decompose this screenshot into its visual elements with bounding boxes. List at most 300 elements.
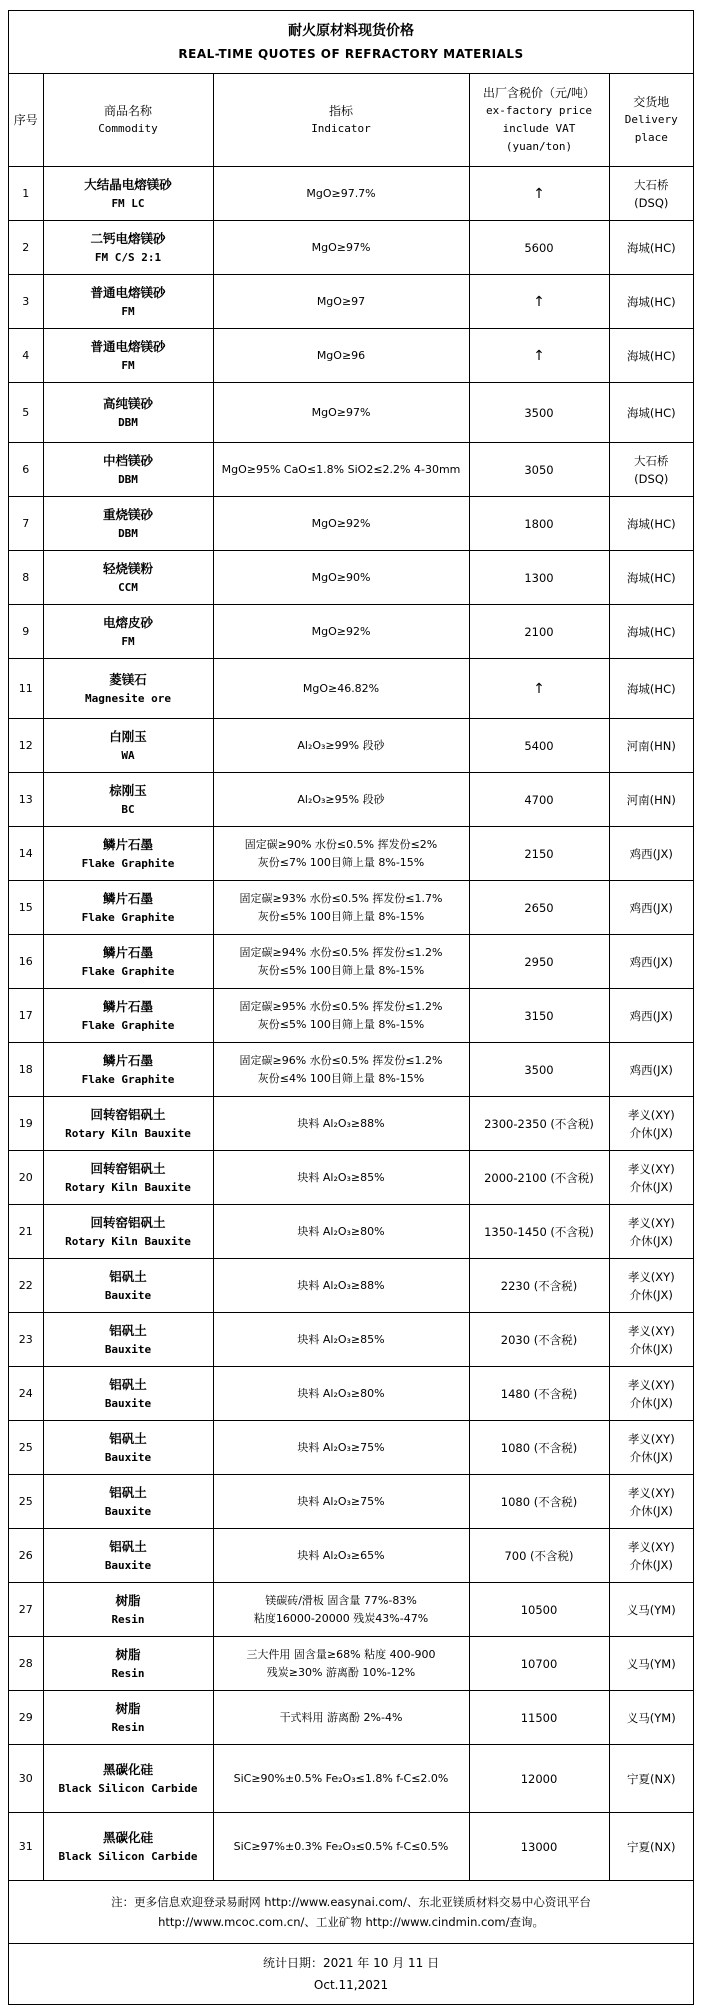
- commodity-name-cn: 铝矾土: [109, 1484, 147, 1500]
- commodity-name-en: Bauxite: [104, 1504, 152, 1518]
- delivery-place-cell: [609, 719, 693, 773]
- price-cell: 2950: [469, 935, 609, 989]
- delivery-place-cell: [609, 1205, 693, 1259]
- indicator-line-1: MgO≥97%: [311, 405, 371, 419]
- delivery-place-line-2: 介休(JX): [629, 1395, 673, 1410]
- indicator-cell: [213, 551, 469, 605]
- delivery-place-line-1: 孝义(XY): [627, 1431, 675, 1446]
- commodity-cell: [43, 1475, 213, 1529]
- row-index: 24: [9, 1367, 43, 1421]
- delivery-place-line-1: 义马(YM): [626, 1602, 676, 1617]
- indicator-line-1: 固定碳≥90% 水份≤0.5% 挥发份≤2%: [244, 837, 438, 851]
- row-index: 6: [9, 443, 43, 497]
- row-index: 16: [9, 935, 43, 989]
- commodity-name-cn: 回转窑铝矾土: [90, 1106, 166, 1122]
- indicator-line-1: SiC≥97%±0.3% Fe₂O₃≤0.5% f-C≤0.5%: [233, 1839, 449, 1853]
- commodity-name-en: FM: [121, 634, 135, 648]
- table-row: [9, 1813, 693, 1881]
- row-index: 12: [9, 719, 43, 773]
- indicator-line-2: 灰份≤7% 100目筛上量 8%-15%: [257, 855, 425, 869]
- table-row: [9, 221, 693, 275]
- indicator-cell: [213, 1421, 469, 1475]
- commodity-cell: [43, 1421, 213, 1475]
- commodity-name-cn: 树脂: [115, 1592, 141, 1608]
- commodity-cell: [43, 1691, 213, 1745]
- row-index: 25: [9, 1421, 43, 1475]
- title-en: REAL-TIME QUOTES OF REFRACTORY MATERIALS: [178, 47, 524, 61]
- commodity-cell: [43, 167, 213, 221]
- row-index: 17: [9, 989, 43, 1043]
- price-cell: 700 (不含税): [469, 1529, 609, 1583]
- delivery-place-line-2: 介休(JX): [629, 1557, 673, 1572]
- commodity-name-cn: 回转窑铝矾土: [90, 1214, 166, 1230]
- delivery-place-cell: [609, 1637, 693, 1691]
- indicator-line-1: MgO≥90%: [311, 570, 371, 584]
- price-cell: 1080 (不含税): [469, 1421, 609, 1475]
- indicator-line-2: 灰份≤5% 100目筛上量 8%-15%: [257, 909, 425, 923]
- price-cell: 3500: [469, 383, 609, 443]
- row-index: 21: [9, 1205, 43, 1259]
- commodity-cell: [43, 383, 213, 443]
- indicator-line-1: 固定碳≥94% 水份≤0.5% 挥发份≤1.2%: [239, 945, 443, 959]
- price-cell: 1480 (不含税): [469, 1367, 609, 1421]
- commodity-name-en: Resin: [111, 1720, 145, 1734]
- price-cell: 12000: [469, 1745, 609, 1813]
- table-row: [9, 1043, 693, 1097]
- commodity-name-en: DBM: [118, 415, 138, 429]
- table-row: [9, 1097, 693, 1151]
- commodity-cell: [43, 275, 213, 329]
- delivery-place-line-1: 宁夏(NX): [627, 1839, 676, 1854]
- row-index: 18: [9, 1043, 43, 1097]
- price-cell: 3150: [469, 989, 609, 1043]
- indicator-cell: [213, 659, 469, 719]
- commodity-name-cn: 鳞片石墨: [102, 998, 153, 1014]
- price-cell: 3050: [469, 443, 609, 497]
- indicator-line-2: 灰份≤4% 100目筛上量 8%-15%: [257, 1071, 425, 1085]
- indicator-line-1: 块料 Al₂O₃≥75%: [297, 1494, 385, 1508]
- delivery-place-line-2: 介休(JX): [629, 1179, 673, 1194]
- commodity-name-cn: 普通电熔镁砂: [90, 284, 166, 300]
- commodity-cell: [43, 1151, 213, 1205]
- delivery-place-line-1: 鸡西(JX): [629, 1008, 673, 1023]
- price-cell: 2650: [469, 881, 609, 935]
- indicator-cell: [213, 1475, 469, 1529]
- indicator-cell: [213, 605, 469, 659]
- indicator-cell: [213, 1151, 469, 1205]
- delivery-place-cell: [609, 773, 693, 827]
- date-en: Oct.11,2021: [313, 1978, 389, 1992]
- commodity-name-en: FM: [121, 304, 135, 318]
- delivery-place-line-2: (DSQ): [634, 471, 669, 486]
- commodity-name-cn: 回转窑铝矾土: [90, 1160, 166, 1176]
- delivery-place-line-1: 孝义(XY): [627, 1539, 675, 1554]
- row-index: 11: [9, 659, 43, 719]
- commodity-name-cn: 铝矾土: [109, 1322, 147, 1338]
- row-index: 26: [9, 1529, 43, 1583]
- commodity-name-en: CCM: [118, 580, 138, 594]
- commodity-name-en: Rotary Kiln Bauxite: [65, 1180, 191, 1194]
- indicator-cell: [213, 275, 469, 329]
- delivery-place-line-2: 介休(JX): [629, 1233, 673, 1248]
- delivery-place-line-2: 介休(JX): [629, 1341, 673, 1356]
- indicator-cell: [213, 1205, 469, 1259]
- delivery-place-line-1: 海城(HC): [626, 348, 676, 363]
- indicator-cell: [213, 167, 469, 221]
- delivery-place-cell: [609, 1583, 693, 1637]
- price-sheet: [8, 10, 694, 2005]
- header-row: [9, 74, 693, 167]
- delivery-place-line-1: 孝义(XY): [627, 1485, 675, 1500]
- price-cell: 2100: [469, 605, 609, 659]
- header-place: 交货地 Delivery place: [609, 74, 693, 167]
- commodity-name-cn: 铝矾土: [109, 1376, 147, 1392]
- date-row: [9, 1944, 693, 2005]
- row-index: 29: [9, 1691, 43, 1745]
- price-cell: 10700: [469, 1637, 609, 1691]
- delivery-place-cell: [609, 1259, 693, 1313]
- note-line-1: 注：更多信息欢迎登录易耐网 http://www.easynai.com/、东北亚镁质材料交易中心资讯平台: [111, 1895, 591, 1909]
- row-index: 20: [9, 1151, 43, 1205]
- delivery-place-cell: [609, 551, 693, 605]
- indicator-line-1: SiC≥90%±0.5% Fe₂O₃≤1.8% f-C≤2.0%: [233, 1771, 449, 1785]
- row-index: 22: [9, 1259, 43, 1313]
- title-cell: [9, 11, 693, 74]
- indicator-cell: [213, 1813, 469, 1881]
- indicator-line-1: 块料 Al₂O₃≥88%: [297, 1278, 385, 1292]
- table-row: [9, 1313, 693, 1367]
- row-index: 30: [9, 1745, 43, 1813]
- delivery-place-line-1: 大石桥: [634, 453, 669, 468]
- commodity-cell: [43, 935, 213, 989]
- commodity-cell: [43, 989, 213, 1043]
- table-row: [9, 1205, 693, 1259]
- indicator-line-2: 粘度16000-20000 残炭43%-47%: [253, 1611, 429, 1625]
- indicator-cell: [213, 1637, 469, 1691]
- date-cn: 统计日期：2021 年 10 月 11 日: [262, 1956, 440, 1970]
- commodity-name-cn: 铝矾土: [109, 1268, 147, 1284]
- delivery-place-cell: [609, 275, 693, 329]
- delivery-place-line-1: 海城(HC): [626, 516, 676, 531]
- table-row: [9, 1259, 693, 1313]
- indicator-cell: [213, 1313, 469, 1367]
- table-row: [9, 935, 693, 989]
- indicator-line-2: 灰份≤5% 100目筛上量 8%-15%: [257, 963, 425, 977]
- indicator-line-1: MgO≥46.82%: [302, 681, 380, 695]
- delivery-place-cell: [609, 989, 693, 1043]
- table-row: [9, 275, 693, 329]
- commodity-name-en: Resin: [111, 1666, 145, 1680]
- row-index: 31: [9, 1813, 43, 1881]
- commodity-name-en: Flake Graphite: [81, 1018, 175, 1032]
- indicator-cell: [213, 1529, 469, 1583]
- commodity-name-cn: 重烧镁砂: [102, 506, 153, 522]
- delivery-place-line-1: 鸡西(JX): [629, 900, 673, 915]
- commodity-name-en: Bauxite: [104, 1450, 152, 1464]
- commodity-name-cn: 普通电熔镁砂: [90, 338, 166, 354]
- indicator-line-1: 固定碳≥93% 水份≤0.5% 挥发份≤1.7%: [239, 891, 443, 905]
- delivery-place-line-2: 介休(JX): [629, 1287, 673, 1302]
- indicator-cell: [213, 1583, 469, 1637]
- commodity-name-cn: 黑碳化硅: [102, 1761, 153, 1777]
- indicator-line-1: 块料 Al₂O₃≥88%: [297, 1116, 385, 1130]
- commodity-cell: [43, 659, 213, 719]
- delivery-place-cell: [609, 443, 693, 497]
- delivery-place-cell: [609, 1421, 693, 1475]
- note-cell: [9, 1881, 693, 1944]
- price-cell: 1800: [469, 497, 609, 551]
- indicator-line-1: 块料 Al₂O₃≥75%: [297, 1440, 385, 1454]
- commodity-name-en: DBM: [118, 526, 138, 540]
- indicator-line-1: 块料 Al₂O₃≥85%: [297, 1332, 385, 1346]
- row-index: 28: [9, 1637, 43, 1691]
- indicator-line-1: MgO≥96: [316, 348, 366, 362]
- commodity-name-en: FM C/S 2:1: [94, 250, 162, 264]
- commodity-cell: [43, 1205, 213, 1259]
- commodity-name-en: BC: [121, 802, 135, 816]
- commodity-name-en: Black Silicon Carbide: [58, 1849, 198, 1863]
- table-row: [9, 1583, 693, 1637]
- indicator-line-1: 固定碳≥96% 水份≤0.5% 挥发份≤1.2%: [239, 1053, 443, 1067]
- indicator-line-1: MgO≥97%: [311, 240, 371, 254]
- table-row: [9, 1529, 693, 1583]
- indicator-line-1: 三大件用 固含量≥68% 粘度 400-900: [246, 1647, 436, 1661]
- commodity-cell: [43, 1745, 213, 1813]
- table-row: [9, 1745, 693, 1813]
- price-cell: 11500: [469, 1691, 609, 1745]
- note-line-2: http://www.mcoc.com.cn/、工业矿物 http://www.cindmin.com/查询。: [158, 1915, 544, 1929]
- indicator-line-1: Al₂O₃≥99% 段砂: [297, 738, 385, 752]
- row-index: 5: [9, 383, 43, 443]
- commodity-name-en: Bauxite: [104, 1342, 152, 1356]
- commodity-cell: [43, 1529, 213, 1583]
- indicator-line-1: 块料 Al₂O₃≥80%: [297, 1386, 385, 1400]
- price-cell: 1080 (不含税): [469, 1475, 609, 1529]
- indicator-cell: [213, 773, 469, 827]
- indicator-line-1: 固定碳≥95% 水份≤0.5% 挥发份≤1.2%: [239, 999, 443, 1013]
- table-row: [9, 551, 693, 605]
- delivery-place-cell: [609, 167, 693, 221]
- commodity-cell: [43, 443, 213, 497]
- commodity-name-cn: 鳞片石墨: [102, 836, 153, 852]
- indicator-line-2: 灰份≤5% 100目筛上量 8%-15%: [257, 1017, 425, 1031]
- price-cell: 3500: [469, 1043, 609, 1097]
- indicator-line-1: Al₂O₃≥95% 段砂: [297, 792, 385, 806]
- header-price: 出厂含税价（元/吨） ex-factory price include VAT (yuan/ton): [469, 74, 609, 167]
- delivery-place-cell: [609, 935, 693, 989]
- price-up-arrow-icon: ↑: [469, 167, 609, 221]
- commodity-name-en: Flake Graphite: [81, 856, 175, 870]
- delivery-place-line-1: 义马(YM): [626, 1656, 676, 1671]
- commodity-name-en: Magnesite ore: [84, 691, 172, 705]
- header-indicator: 指标 Indicator: [213, 74, 469, 167]
- quote-table: [9, 11, 693, 2004]
- delivery-place-cell: [609, 329, 693, 383]
- commodity-name-en: Black Silicon Carbide: [58, 1781, 198, 1795]
- delivery-place-cell: [609, 1813, 693, 1881]
- price-up-arrow-icon: ↑: [469, 659, 609, 719]
- table-row: [9, 1691, 693, 1745]
- commodity-cell: [43, 881, 213, 935]
- commodity-name-en: Rotary Kiln Bauxite: [65, 1234, 191, 1248]
- commodity-name-en: Bauxite: [104, 1558, 152, 1572]
- delivery-place-cell: [609, 881, 693, 935]
- row-index: 4: [9, 329, 43, 383]
- commodity-cell: [43, 1637, 213, 1691]
- commodity-name-cn: 树脂: [115, 1700, 141, 1716]
- delivery-place-line-1: 鸡西(JX): [629, 846, 673, 861]
- delivery-place-line-1: 河南(HN): [626, 738, 676, 753]
- delivery-place-cell: [609, 383, 693, 443]
- indicator-cell: [213, 497, 469, 551]
- commodity-cell: [43, 221, 213, 275]
- price-cell: 5400: [469, 719, 609, 773]
- indicator-line-1: MgO≥95% CaO≤1.8% SiO2≤2.2% 4-30mm: [221, 462, 461, 476]
- commodity-cell: [43, 1043, 213, 1097]
- commodity-name-en: FM: [121, 358, 135, 372]
- indicator-line-1: 块料 Al₂O₃≥80%: [297, 1224, 385, 1238]
- delivery-place-line-1: 海城(HC): [626, 294, 676, 309]
- delivery-place-cell: [609, 1151, 693, 1205]
- commodity-name-cn: 菱镁石: [109, 671, 147, 687]
- header-commodity: 商品名称 Commodity: [43, 74, 213, 167]
- table-row: [9, 719, 693, 773]
- indicator-cell: [213, 935, 469, 989]
- delivery-place-line-1: 孝义(XY): [627, 1161, 675, 1176]
- commodity-cell: [43, 1583, 213, 1637]
- delivery-place-line-1: 海城(HC): [626, 570, 676, 585]
- delivery-place-cell: [609, 1691, 693, 1745]
- table-row: [9, 1421, 693, 1475]
- commodity-cell: [43, 1813, 213, 1881]
- price-cell: 2230 (不含税): [469, 1259, 609, 1313]
- delivery-place-cell: [609, 497, 693, 551]
- indicator-line-1: MgO≥92%: [311, 624, 371, 638]
- delivery-place-line-1: 鸡西(JX): [629, 954, 673, 969]
- row-index: 8: [9, 551, 43, 605]
- delivery-place-cell: [609, 1475, 693, 1529]
- commodity-name-cn: 高纯镁砂: [102, 395, 153, 411]
- table-row: [9, 383, 693, 443]
- commodity-name-en: Bauxite: [104, 1396, 152, 1410]
- indicator-line-1: 块料 Al₂O₃≥85%: [297, 1170, 385, 1184]
- commodity-name-cn: 黑碳化硅: [102, 1829, 153, 1845]
- delivery-place-line-1: 孝义(XY): [627, 1377, 675, 1392]
- table-row: [9, 167, 693, 221]
- table-row: [9, 827, 693, 881]
- commodity-cell: [43, 1259, 213, 1313]
- commodity-cell: [43, 329, 213, 383]
- table-row: [9, 443, 693, 497]
- price-up-arrow-icon: ↑: [469, 329, 609, 383]
- delivery-place-cell: [609, 605, 693, 659]
- indicator-cell: [213, 989, 469, 1043]
- price-cell: 1350-1450 (不含税): [469, 1205, 609, 1259]
- indicator-line-1: 镁碳砖/滑板 固含量 77%-83%: [265, 1593, 417, 1607]
- date-cell: [9, 1944, 693, 2005]
- delivery-place-line-2: (DSQ): [634, 195, 669, 210]
- indicator-cell: [213, 827, 469, 881]
- price-up-arrow-icon: ↑: [469, 275, 609, 329]
- delivery-place-line-2: 介休(JX): [629, 1125, 673, 1140]
- commodity-name-en: DBM: [118, 472, 138, 486]
- delivery-place-cell: [609, 659, 693, 719]
- title-cn: 耐火原材料现货价格: [288, 23, 415, 39]
- commodity-name-en: Flake Graphite: [81, 964, 175, 978]
- commodity-name-cn: 棕刚玉: [109, 782, 147, 798]
- indicator-cell: [213, 1691, 469, 1745]
- header-idx: 序号: [9, 74, 43, 167]
- table-row: [9, 1637, 693, 1691]
- row-index: 27: [9, 1583, 43, 1637]
- table-row: [9, 881, 693, 935]
- title-row: [9, 11, 693, 74]
- table-row: [9, 659, 693, 719]
- row-index: 25: [9, 1475, 43, 1529]
- row-index: 15: [9, 881, 43, 935]
- indicator-cell: [213, 881, 469, 935]
- delivery-place-line-1: 孝义(XY): [627, 1323, 675, 1338]
- commodity-cell: [43, 773, 213, 827]
- row-index: 9: [9, 605, 43, 659]
- indicator-line-1: MgO≥92%: [311, 516, 371, 530]
- delivery-place-cell: [609, 827, 693, 881]
- commodity-cell: [43, 719, 213, 773]
- delivery-place-line-1: 孝义(XY): [627, 1215, 675, 1230]
- delivery-place-cell: [609, 1313, 693, 1367]
- row-index: 13: [9, 773, 43, 827]
- delivery-place-line-1: 大石桥: [634, 177, 669, 192]
- indicator-cell: [213, 221, 469, 275]
- commodity-name-en: Flake Graphite: [81, 910, 175, 924]
- row-index: 3: [9, 275, 43, 329]
- delivery-place-cell: [609, 1097, 693, 1151]
- delivery-place-line-1: 海城(HC): [626, 681, 676, 696]
- commodity-cell: [43, 1367, 213, 1421]
- indicator-cell: [213, 1097, 469, 1151]
- table-row: [9, 773, 693, 827]
- delivery-place-line-1: 宁夏(NX): [627, 1771, 676, 1786]
- row-index: 2: [9, 221, 43, 275]
- row-index: 23: [9, 1313, 43, 1367]
- delivery-place-line-1: 孝义(XY): [627, 1269, 675, 1284]
- indicator-line-1: 块料 Al₂O₃≥65%: [297, 1548, 385, 1562]
- price-cell: 2150: [469, 827, 609, 881]
- commodity-name-en: Rotary Kiln Bauxite: [65, 1126, 191, 1140]
- delivery-place-line-1: 海城(HC): [626, 624, 676, 639]
- delivery-place-line-1: 义马(YM): [626, 1710, 676, 1725]
- commodity-name-en: Bauxite: [104, 1288, 152, 1302]
- indicator-line-1: 干式料用 游离酚 2%-4%: [279, 1710, 403, 1724]
- indicator-cell: [213, 719, 469, 773]
- delivery-place-line-1: 河南(HN): [626, 792, 676, 807]
- price-cell: 13000: [469, 1813, 609, 1881]
- commodity-name-cn: 轻烧镁粉: [102, 560, 153, 576]
- delivery-place-line-1: 海城(HC): [626, 405, 676, 420]
- commodity-cell: [43, 1097, 213, 1151]
- commodity-name-cn: 鳞片石墨: [102, 944, 153, 960]
- indicator-line-1: MgO≥97: [316, 294, 366, 308]
- indicator-line-1: MgO≥97.7%: [306, 186, 376, 200]
- indicator-cell: [213, 1745, 469, 1813]
- commodity-name-cn: 鳞片石墨: [102, 890, 153, 906]
- indicator-cell: [213, 1259, 469, 1313]
- commodity-cell: [43, 605, 213, 659]
- indicator-cell: [213, 1367, 469, 1421]
- indicator-line-2: 残炭≥30% 游离酚 10%-12%: [266, 1665, 416, 1679]
- table-row: [9, 1151, 693, 1205]
- delivery-place-cell: [609, 1367, 693, 1421]
